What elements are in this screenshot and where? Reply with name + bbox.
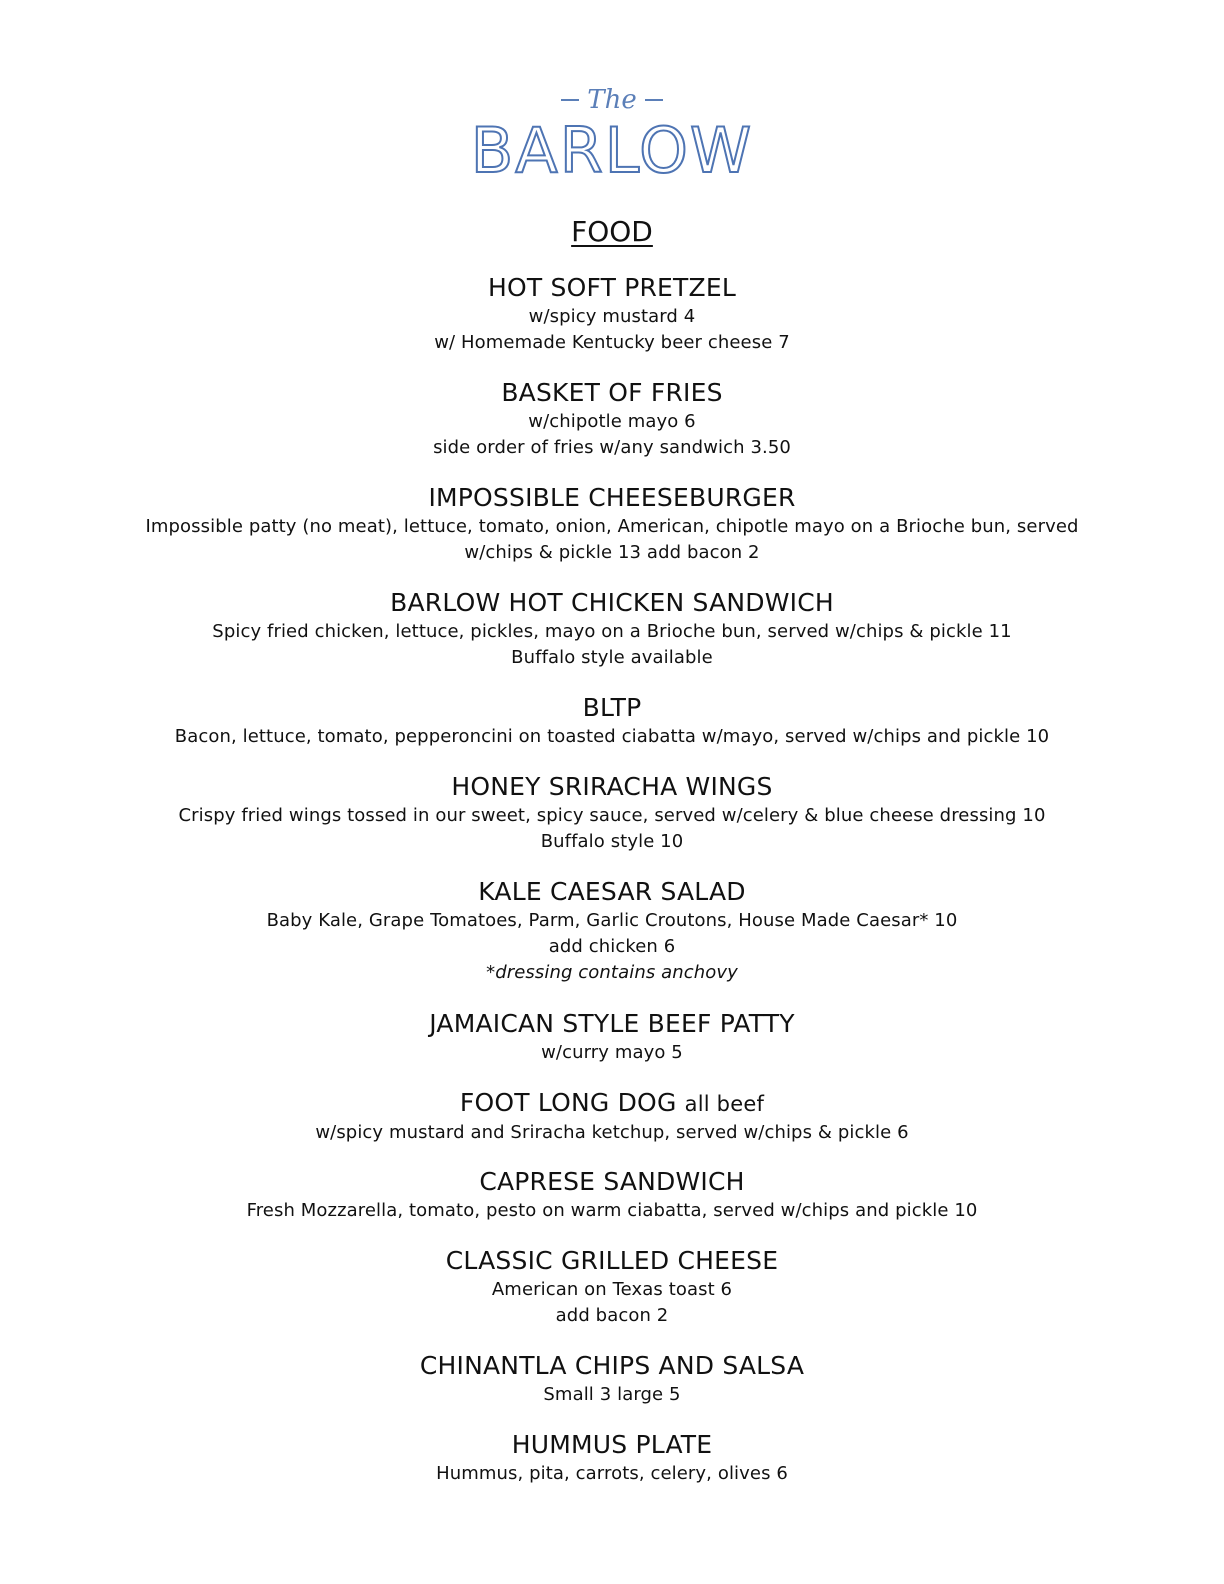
item-description-line: Crispy fried wings tossed in our sweet, spicy sauce, served w/celery & blue cheese dressing 10	[178, 805, 1046, 826]
barlow-logo	[0, 80, 1224, 187]
item-name	[0, 482, 1224, 514]
item-name-text: HONEY SRIRACHA WINGS	[451, 772, 773, 801]
logo-dash-left	[561, 99, 579, 101]
item-name-text: IMPOSSIBLE CHEESEBURGER	[428, 483, 796, 512]
menu-item-hummus-plate	[0, 1429, 1224, 1487]
menu-item-kale-caesar-salad	[0, 876, 1224, 986]
item-description-line: w/chips & pickle 13 add bacon 2	[464, 542, 760, 563]
item-description-line: Small 3 large 5	[543, 1384, 681, 1405]
menu-item-honey-sriracha-wings	[0, 771, 1224, 855]
item-name	[0, 377, 1224, 409]
item-name-text: BASKET OF FRIES	[501, 378, 723, 407]
item-name-text: JAMAICAN STYLE BEEF PATTY	[429, 1009, 795, 1038]
item-name-text: CLASSIC GRILLED CHEESE	[445, 1246, 779, 1275]
item-name	[0, 1087, 1224, 1120]
item-description-line: w/chipotle mayo 6	[528, 411, 696, 432]
item-description-line: w/spicy mustard and Sriracha ketchup, served w/chips & pickle 6	[315, 1122, 909, 1143]
item-name-text: BARLOW HOT CHICKEN SANDWICH	[390, 588, 834, 617]
item-name-text: HUMMUS PLATE	[511, 1430, 713, 1459]
menu-item-classic-grilled-cheese	[0, 1245, 1224, 1329]
item-name	[0, 1245, 1224, 1277]
menu-item-foot-long-dog	[0, 1087, 1224, 1146]
item-description-line: Buffalo style available	[511, 647, 713, 668]
item-name-text: HOT SOFT PRETZEL	[488, 273, 736, 302]
logo-barlow-text: BARLOW	[470, 114, 754, 187]
item-name	[0, 876, 1224, 908]
menu-item-barlow-hot-chicken-sandwich	[0, 587, 1224, 671]
item-description-line: Impossible patty (no meat), lettuce, tomato, onion, American, chipotle mayo on a Brioche bun, served	[145, 516, 1079, 537]
item-name-suffix: all beef	[684, 1092, 765, 1116]
logo-the-text: The	[587, 85, 637, 115]
item-name-text: CAPRESE SANDWICH	[479, 1167, 745, 1196]
menu-item-basket-of-fries	[0, 377, 1224, 461]
item-name	[0, 272, 1224, 304]
menu-item-bltp	[0, 692, 1224, 750]
item-name	[0, 692, 1224, 724]
menu-item-jamaican-style-beef-patty	[0, 1008, 1224, 1066]
item-description-line: w/curry mayo 5	[541, 1042, 683, 1063]
item-description-line: Baby Kale, Grape Tomatoes, Parm, Garlic Croutons, House Made Caesar* 10	[266, 910, 958, 931]
item-name	[0, 1008, 1224, 1040]
item-description-line: Fresh Mozzarella, tomato, pesto on warm ciabatta, served w/chips and pickle 10	[246, 1200, 978, 1221]
menu-item-impossible-cheeseburger	[0, 482, 1224, 566]
section-title-food: FOOD	[571, 215, 653, 248]
item-name-text: CHINANTLA CHIPS AND SALSA	[419, 1351, 805, 1380]
item-description-line: add chicken 6	[548, 936, 676, 957]
item-name-text: KALE CAESAR SALAD	[478, 877, 746, 906]
item-name-text: BLTP	[582, 693, 642, 722]
item-name	[0, 1166, 1224, 1198]
menu-item-chinantla-chips-and-salsa	[0, 1350, 1224, 1408]
item-name	[0, 771, 1224, 803]
item-description-line: Buffalo style 10	[540, 831, 684, 852]
item-description-line: Spicy fried chicken, lettuce, pickles, mayo on a Brioche bun, served w/chips & pickle 11	[212, 621, 1012, 642]
item-description-line: add bacon 2	[555, 1305, 669, 1326]
item-name	[0, 1350, 1224, 1382]
item-description-line: Hummus, pita, carrots, celery, olives 6	[436, 1463, 788, 1484]
item-description-line: side order of fries w/any sandwich 3.50	[433, 437, 791, 458]
item-name-text: FOOT LONG DOG	[459, 1088, 677, 1117]
item-note: *dressing contains anchovy	[486, 962, 738, 983]
logo-dash-right	[645, 99, 663, 101]
item-description-line: w/ Homemade Kentucky beer cheese 7	[434, 332, 790, 353]
item-description-line: w/spicy mustard 4	[528, 306, 696, 327]
item-description-line: Bacon, lettuce, tomato, pepperoncini on toasted ciabatta w/mayo, served w/chips and pickle 10	[174, 726, 1050, 747]
menu-item-hot-soft-pretzel	[0, 272, 1224, 356]
item-name	[0, 1429, 1224, 1461]
item-description-line: American on Texas toast 6	[491, 1279, 733, 1300]
menu-item-caprese-sandwich	[0, 1166, 1224, 1224]
item-name	[0, 587, 1224, 619]
